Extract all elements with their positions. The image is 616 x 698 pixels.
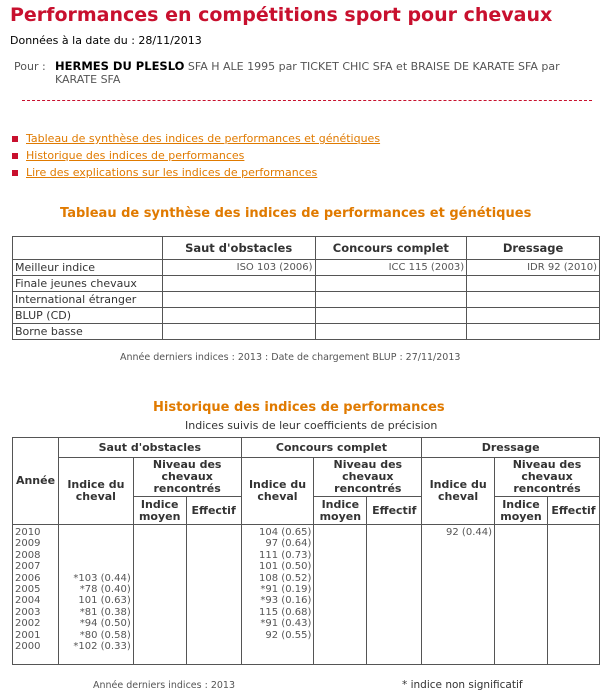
row-label: Borne basse (13, 324, 163, 340)
cell-value (162, 276, 315, 292)
bullet-icon (12, 153, 18, 159)
historique-header-row-2 (13, 458, 600, 497)
header-saut: Saut d'obstacles (58, 438, 241, 458)
header-empty (13, 237, 163, 260)
list-item (424, 641, 492, 652)
complet-indice-column (241, 525, 314, 665)
saut-effectif-column (186, 525, 241, 665)
list-item: *93 (0.16) (260, 595, 312, 607)
header-dressage: Dressage (467, 237, 600, 260)
cell-value (467, 308, 600, 324)
dashed-divider (22, 100, 592, 101)
list-item: *81 (0.38) (79, 606, 131, 618)
page-title: Performances en compétitions sport pour chevaux (10, 4, 553, 26)
cell-value (162, 324, 315, 340)
cell-value (315, 308, 467, 324)
header-indice-cheval: Indice du cheval (58, 458, 133, 525)
list-item (424, 573, 492, 584)
header-effectif: Effectif (186, 497, 241, 525)
list-item: *91 (0.43) (260, 618, 312, 630)
list-item: 111 (0.73) (259, 549, 312, 561)
list-item (424, 630, 492, 641)
header-annee: Année (13, 438, 59, 525)
cell-value: ICC 115 (2003) (315, 260, 467, 276)
list-item: *91 (0.19) (260, 583, 312, 595)
header-dressage: Dressage (422, 438, 600, 458)
list-item: 115 (0.68) (259, 606, 312, 618)
list-item (244, 641, 312, 652)
cell-value (467, 292, 600, 308)
complet-effectif-column (367, 525, 422, 665)
list-item: *78 (0.40) (79, 583, 131, 595)
list-item: *103 (0.44) (73, 572, 131, 584)
list-item: *102 (0.33) (73, 640, 131, 652)
table-row (13, 276, 600, 292)
complet-indice-moyen-column (314, 525, 367, 665)
list-item: 2009 (15, 538, 41, 550)
list-item (424, 538, 492, 549)
historique-header-row-1 (13, 438, 600, 458)
list-item (61, 550, 131, 561)
list-item (424, 618, 492, 629)
link-historique[interactable]: Historique des indices de performances (26, 149, 245, 162)
header-indice-cheval: Indice du cheval (422, 458, 495, 525)
header-saut: Saut d'obstacles (162, 237, 315, 260)
cell-value: ISO 103 (2006) (162, 260, 315, 276)
list-item: 2010 (15, 527, 41, 538)
historique-table (12, 437, 600, 665)
list-item (424, 561, 492, 572)
list-item: 104 (0.65) (259, 527, 312, 538)
list-item: 2001 (15, 629, 41, 641)
list-item (61, 561, 131, 572)
historique-data-row (13, 525, 600, 665)
list-item (424, 595, 492, 606)
link-explications[interactable]: Lire des explications sur les indices de performances (26, 166, 318, 179)
list-item: 2005 (15, 583, 41, 595)
historique-footnote: Année derniers indices : 2013 (93, 680, 236, 691)
header-niveau: Niveau des chevaux rencontrés (495, 458, 600, 497)
link-row-synthese (12, 130, 380, 147)
list-item (424, 550, 492, 561)
table-row (13, 308, 600, 324)
list-item: 2008 (15, 549, 41, 561)
synthese-table (12, 236, 600, 340)
list-item: 2007 (15, 561, 41, 573)
header-complet: Concours complet (315, 237, 467, 260)
horse-info (55, 60, 605, 86)
link-row-historique (12, 147, 380, 164)
cell-value: IDR 92 (2010) (467, 260, 600, 276)
cell-value (162, 308, 315, 324)
header-indice-moyen: Indice moyen (495, 497, 548, 525)
list-item: 108 (0.52) (259, 572, 312, 584)
list-item (424, 584, 492, 595)
link-row-explications (12, 164, 380, 181)
synthese-title: Tableau de synthèse des indices de performances et génétiques (60, 206, 532, 221)
saut-indice-column (58, 525, 133, 665)
cell-value (315, 324, 467, 340)
list-item: 2000 (15, 640, 41, 652)
horse-details: SFA H ALE 1995 par TICKET CHIC SFA et BRAISE DE KARATE SFA par KARATE SFA (55, 60, 560, 86)
row-label: Meilleur indice (13, 260, 163, 276)
list-item: 101 (0.50) (259, 561, 312, 573)
row-label: BLUP (CD) (13, 308, 163, 324)
date-line: Données à la date du : 28/11/2013 (10, 34, 202, 47)
dressage-indice-moyen-column (495, 525, 548, 665)
list-item (61, 527, 131, 538)
list-item: *94 (0.50) (79, 618, 131, 630)
header-niveau: Niveau des chevaux rencontrés (133, 458, 241, 497)
header-niveau: Niveau des chevaux rencontrés (314, 458, 422, 497)
table-row (13, 260, 600, 276)
header-complet: Concours complet (241, 438, 422, 458)
cell-value (467, 324, 600, 340)
synthese-header-row (13, 237, 600, 260)
legend-non-significatif: * indice non significatif (402, 679, 523, 691)
table-row (13, 324, 600, 340)
dressage-effectif-column (547, 525, 599, 665)
list-item (61, 538, 131, 549)
header-effectif: Effectif (547, 497, 599, 525)
dressage-indice-column (422, 525, 495, 665)
cell-value (467, 276, 600, 292)
list-item (424, 607, 492, 618)
historique-title: Historique des indices de performances (153, 400, 445, 415)
anchor-links (12, 130, 380, 181)
row-label: International étranger (13, 292, 163, 308)
synthese-footnote: Année derniers indices : 2013 : Date de chargement BLUP : 27/11/2013 (120, 352, 461, 363)
list-item: 2003 (15, 606, 41, 618)
historique-subtitle: Indices suivis de leur coefficients de précision (185, 419, 438, 432)
cell-value (162, 292, 315, 308)
row-label: Finale jeunes chevaux (13, 276, 163, 292)
bullet-icon (12, 170, 18, 176)
list-item: 2004 (15, 595, 41, 607)
cell-value (315, 292, 467, 308)
horse-name: HERMES DU PLESLO (55, 59, 185, 73)
years-column (13, 525, 59, 665)
list-item: 97 (0.64) (265, 538, 312, 550)
list-item: 2002 (15, 618, 41, 630)
header-indice-moyen: Indice moyen (133, 497, 186, 525)
list-item: 2006 (15, 572, 41, 584)
header-indice-moyen: Indice moyen (314, 497, 367, 525)
list-item: 101 (0.63) (78, 595, 131, 607)
table-row (13, 292, 600, 308)
header-effectif: Effectif (367, 497, 422, 525)
bullet-icon (12, 136, 18, 142)
link-synthese[interactable]: Tableau de synthèse des indices de performances et génétiques (26, 132, 381, 145)
cell-value (315, 276, 467, 292)
list-item: *80 (0.58) (79, 629, 131, 641)
header-indice-cheval: Indice du cheval (241, 458, 314, 525)
list-item: 92 (0.55) (265, 629, 312, 641)
pour-label: Pour : (14, 60, 46, 73)
saut-indice-moyen-column (133, 525, 186, 665)
list-item: 92 (0.44) (446, 527, 493, 538)
